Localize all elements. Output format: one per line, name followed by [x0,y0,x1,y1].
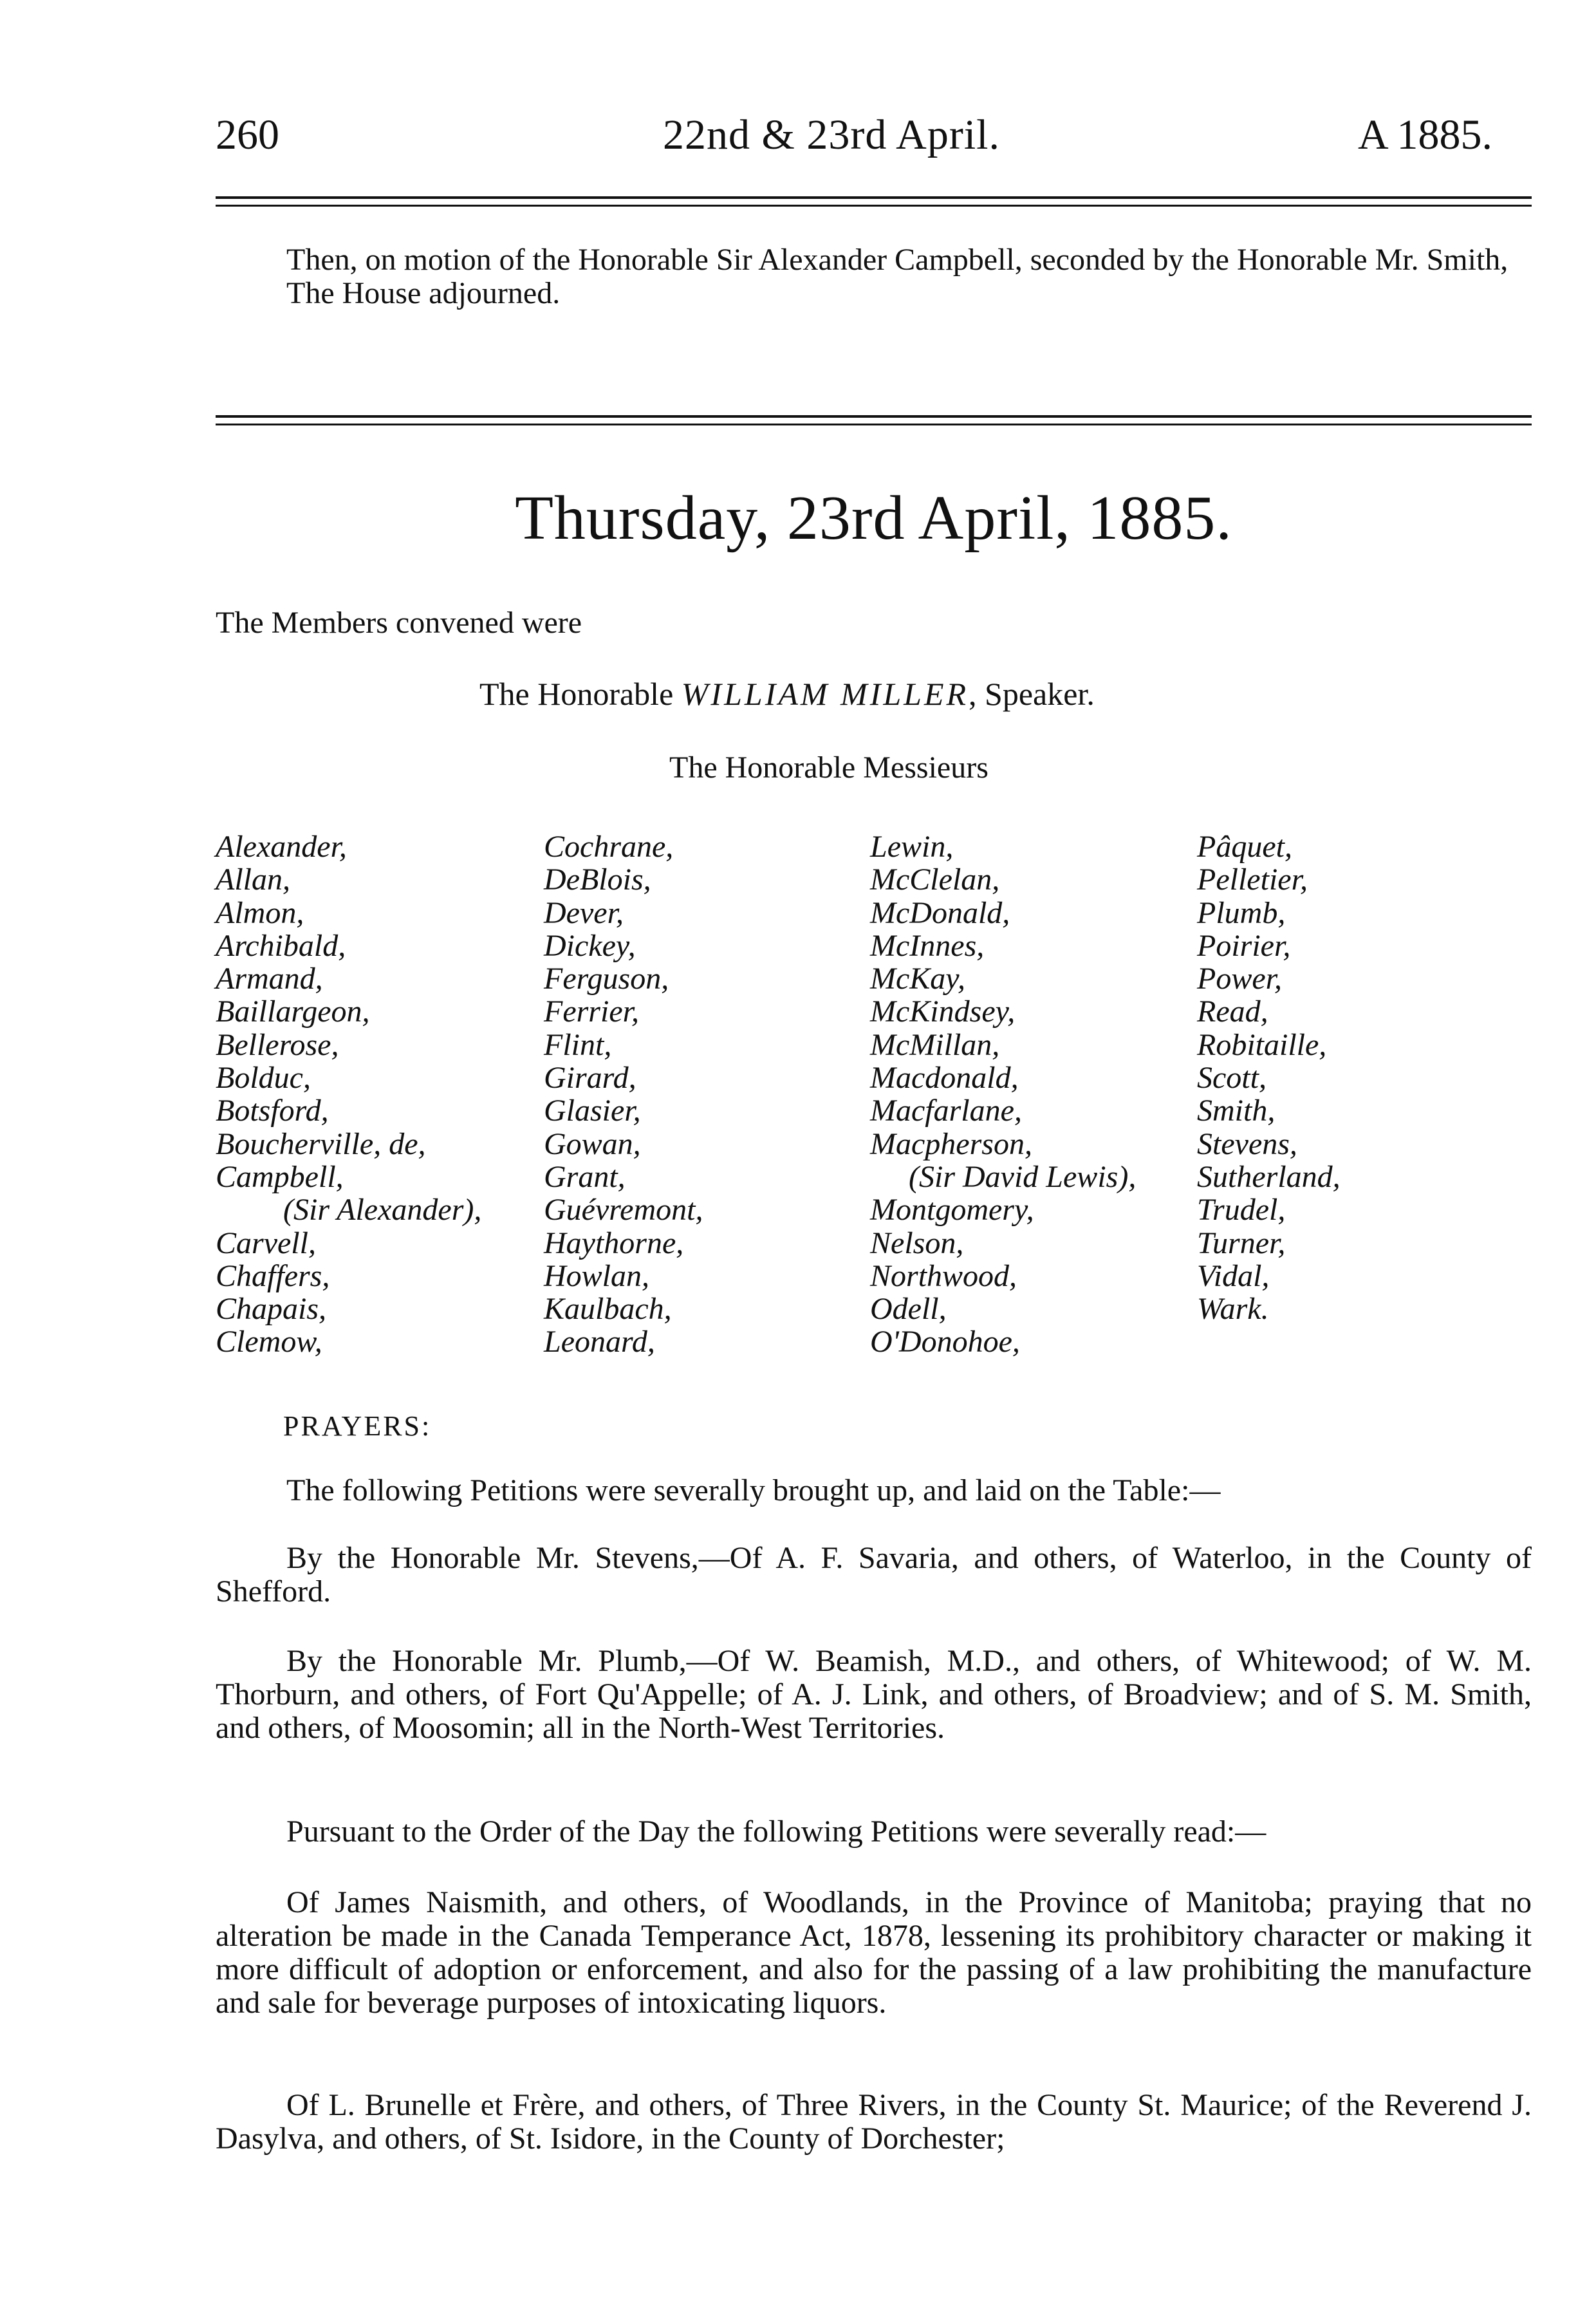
member-name: Guévremont, [544,1193,703,1227]
paragraph-brunelle-petition [216,2089,1532,2156]
member-name: Wark. [1197,1292,1269,1327]
member-name: McDonald, [870,895,1010,930]
member-name: Dickey, [544,928,636,963]
member-name: Northwood, [870,1258,1017,1293]
member-name: McInnes, [870,928,985,963]
member-name: Baillargeon, [216,994,370,1029]
adjournment-motion: Then, on motion of the Honorable Sir Alexander Campbell, seconded by the Honorable Mr. Smith, [286,243,1508,277]
member-name: Bellerose, [216,1027,339,1062]
member-name: Howlan, [544,1258,650,1293]
member-name: Boucherville, de, [216,1126,426,1161]
member-name: Glasier, [544,1094,641,1128]
member-name: DeBlois, [544,862,651,897]
paragraph-text: Of James Naismith, and others, of Woodlands, in the Province of Manitoba; praying that no alteration be made in the Canada Temperance Act, 1878, lessening its prohibitory character or making it more difficult of adoption or enforcement, and also for the passing of a law prohibiting the manufacture and sale for beverage purposes of intoxicating liquors. [216,1885,1532,2020]
paragraph-plumb-petitions [216,1645,1532,1745]
member-name: Leonard, [544,1325,655,1359]
paragraph-petitions-brought-up [216,1474,1532,1507]
member-name: Montgomery, [870,1193,1034,1227]
member-name: Archibald, [216,928,346,963]
member-name: Girard, [544,1061,636,1096]
section-rule-top [216,415,1532,418]
member-name: Bolduc, [216,1061,311,1096]
member-name: Macfarlane, [870,1094,1022,1128]
member-name: McClelan, [870,862,1000,897]
paragraph-order-of-day [216,1815,1532,1849]
messieurs-heading: The Honorable Messieurs [669,751,988,785]
member-name: Trudel, [1197,1193,1286,1227]
member-name: Lewin, [870,830,954,864]
member-name: Almon, [216,895,304,930]
paragraph-text: The following Petitions were severally brought up, and laid on the Table:— [286,1473,1221,1507]
header-rule-bottom [216,205,1532,207]
speaker-name: WILLIAM MILLER [681,676,969,712]
paragraph-text: By the Honorable Mr. Plumb,—Of W. Beamish, M.D., and others, of Whitewood; of W. M. Thorburn, and others, of Fort Qu'Appelle; of A. J. Link, and others, of Broadview; and of S. M. Smith, and others, of Moosomin; all in the North-West Territories. [216,1644,1532,1745]
member-name: Ferrier, [544,994,639,1029]
members-column-3 [870,830,1136,1359]
member-name: Cochrane, [544,830,674,864]
member-name: Turner, [1197,1226,1286,1260]
paragraph-text: Of L. Brunelle et Frère, and others, of Three Rivers, in the County St. Maurice; of the Reverend J. Dasylva, and others, of St. Isidore, in the County of Dorchester; [216,2088,1532,2156]
members-column-1 [216,830,481,1359]
member-name: Gowan, [544,1126,641,1161]
member-name: Poirier, [1197,928,1291,963]
member-name: Grant, [544,1159,626,1194]
speaker-suffix: , Speaker. [969,676,1095,712]
member-name: Kaulbach, [544,1292,672,1327]
member-name: Power, [1197,962,1282,996]
running-title: 22nd & 23rd April. [663,111,1000,158]
member-name: Scott, [1197,1061,1267,1096]
member-name: Plumb, [1197,895,1286,930]
member-name: Haythorne, [544,1226,684,1260]
member-name: McKindsey, [870,994,1016,1029]
member-name: Chaffers, [216,1258,330,1293]
header-rule-top [216,196,1532,199]
member-name: Sutherland, [1197,1159,1341,1194]
members-column-4 [1197,830,1341,1325]
member-name: Flint, [544,1027,612,1062]
member-name: Carvell, [216,1226,316,1260]
member-name: Botsford, [216,1094,329,1128]
member-name: Macpherson, [870,1126,1032,1161]
members-column-2 [544,830,703,1359]
member-name: Nelson, [870,1226,964,1260]
adjournment-result: The House adjourned. [286,276,561,310]
speaker-prefix: The Honorable [479,676,674,712]
member-name: Vidal, [1197,1258,1270,1293]
adjournment-paragraph [216,243,1532,310]
member-name: Ferguson, [544,962,669,996]
speaker-line [479,675,1095,713]
paragraph-stevens-petition [216,1542,1532,1608]
member-name: Dever, [544,895,624,930]
member-name: Robitaille, [1197,1027,1327,1062]
member-name-qualifier: (Sir Alexander), [283,1193,482,1227]
member-name: Pelletier, [1197,862,1308,897]
member-name: Stevens, [1197,1126,1297,1161]
member-name: Odell, [870,1292,947,1327]
paragraph-text: Pursuant to the Order of the Day the following Petitions were severally read:— [286,1814,1267,1849]
member-name: Alexander, [216,830,347,864]
prayers-heading: PRAYERS: [283,1410,432,1442]
member-name: Macdonald, [870,1061,1019,1096]
member-name: McMillan, [870,1027,1000,1062]
section-rule-bottom [216,424,1532,425]
member-name: Chapais, [216,1292,327,1327]
paragraph-text: By the Honorable Mr. Stevens,—Of A. F. Savaria, and others, of Waterloo, in the County of Shefford. [216,1541,1532,1608]
member-name: O'Donohoe, [870,1325,1020,1359]
member-name: Pâquet, [1197,830,1292,864]
member-name: Read, [1197,994,1268,1029]
member-name: McKay, [870,962,965,996]
page-number: 260 [216,111,279,158]
day-title: Thursday, 23rd April, 1885. [515,483,1232,553]
member-name: Clemow, [216,1325,322,1359]
member-name: Campbell, [216,1159,344,1194]
member-name: Smith, [1197,1094,1276,1128]
members-intro: The Members convened were [216,606,582,640]
running-year: A 1885. [1358,111,1493,158]
member-name: Armand, [216,962,323,996]
paragraph-naismith-petition [216,1886,1532,2020]
member-name-qualifier: (Sir David Lewis), [909,1159,1137,1194]
member-name: Allan, [216,862,290,897]
